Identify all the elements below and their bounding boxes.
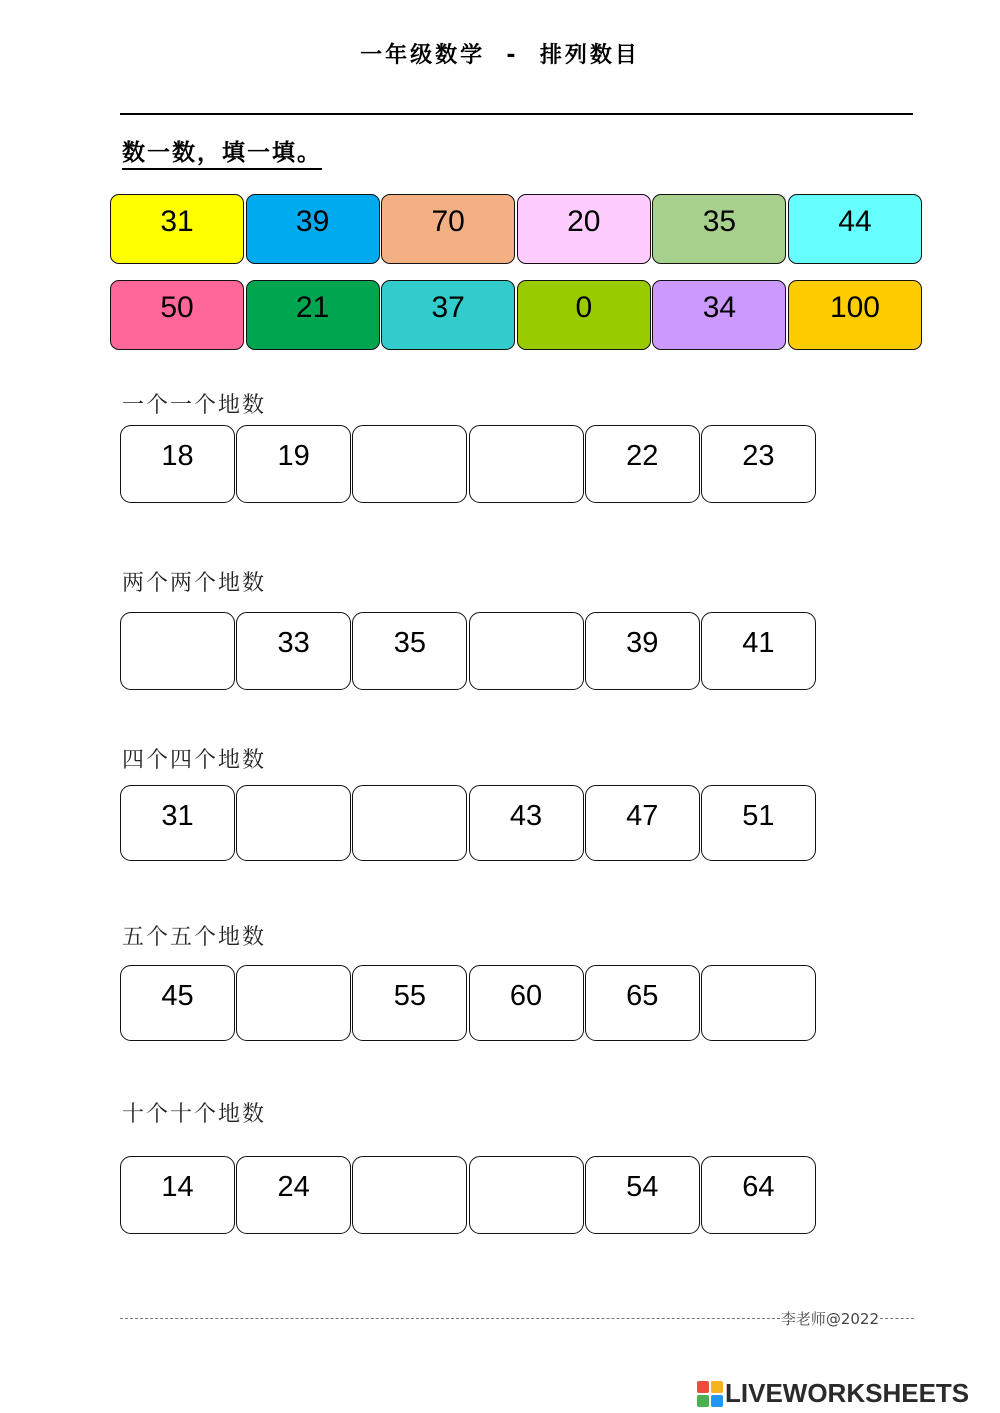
number-tile[interactable]: 31 [110,194,244,264]
liveworksheets-logo[interactable] [697,1378,969,1409]
top-divider [120,113,913,115]
answer-box[interactable] [469,425,584,503]
section-label-count-by-fours: 四个四个地数 [122,748,267,773]
answer-row-count-by-twos [120,612,817,690]
answer-box[interactable] [701,965,816,1041]
number-tile[interactable]: 70 [381,194,515,264]
answer-box[interactable]: 45 [120,965,235,1041]
answer-box[interactable]: 14 [120,1156,235,1234]
number-tile[interactable]: 21 [246,280,380,350]
answer-box[interactable] [236,965,351,1041]
answer-box[interactable] [236,785,351,861]
logo-text: LIVEWORKSHEETS [725,1378,970,1408]
answer-box[interactable] [352,1156,467,1234]
footer-credit-line [120,1308,914,1329]
logo-square [711,1381,723,1393]
number-tile[interactable]: 50 [110,280,244,350]
logo-square [711,1395,723,1407]
section-label-count-by-fives: 五个五个地数 [122,925,267,950]
section-label-count-by-ones: 一个一个地数 [122,393,267,418]
number-tiles-row-2 [110,280,924,350]
worksheet-title: 一年级数学 - 排列数目 [360,43,640,68]
answer-box[interactable] [469,1156,584,1234]
instruction-text: 数一数，填一填。 [122,134,322,170]
answer-box[interactable]: 19 [236,425,351,503]
number-tile[interactable]: 20 [517,194,651,264]
logo-square [697,1395,709,1407]
answer-box[interactable]: 47 [585,785,700,861]
logo-square [697,1381,709,1393]
answer-box[interactable]: 22 [585,425,700,503]
answer-box[interactable]: 31 [120,785,235,861]
footer-dashes-end [880,1318,914,1319]
footer-dashes [120,1318,780,1319]
answer-box[interactable] [469,612,584,690]
footer-credit: 李老师@2022 [780,1310,879,1328]
answer-box[interactable]: 64 [701,1156,816,1234]
answer-box[interactable]: 41 [701,612,816,690]
answer-box[interactable]: 60 [469,965,584,1041]
answer-box[interactable]: 33 [236,612,351,690]
answer-row-count-by-ones [120,425,817,503]
answer-box[interactable] [352,425,467,503]
answer-box[interactable]: 65 [585,965,700,1041]
number-tile[interactable]: 100 [788,280,922,350]
answer-box[interactable]: 35 [352,612,467,690]
number-tile[interactable]: 37 [381,280,515,350]
number-tiles-row-1 [110,194,924,264]
answer-row-count-by-tens [120,1156,817,1234]
answer-box[interactable]: 24 [236,1156,351,1234]
answer-box[interactable]: 54 [585,1156,700,1234]
answer-box[interactable]: 23 [701,425,816,503]
section-label-count-by-tens: 十个十个地数 [122,1102,267,1127]
number-tile[interactable]: 35 [652,194,786,264]
answer-box[interactable] [120,612,235,690]
logo-icon [697,1381,723,1407]
answer-box[interactable] [352,785,467,861]
number-tile[interactable]: 0 [517,280,651,350]
answer-box[interactable]: 39 [585,612,700,690]
answer-row-count-by-fours [120,785,817,861]
section-label-count-by-twos: 两个两个地数 [122,571,267,596]
number-tile[interactable]: 39 [246,194,380,264]
answer-row-count-by-fives [120,965,817,1041]
answer-box[interactable]: 43 [469,785,584,861]
number-tile[interactable]: 34 [652,280,786,350]
answer-box[interactable]: 18 [120,425,235,503]
answer-box[interactable]: 51 [701,785,816,861]
number-tile[interactable]: 44 [788,194,922,264]
answer-box[interactable]: 55 [352,965,467,1041]
